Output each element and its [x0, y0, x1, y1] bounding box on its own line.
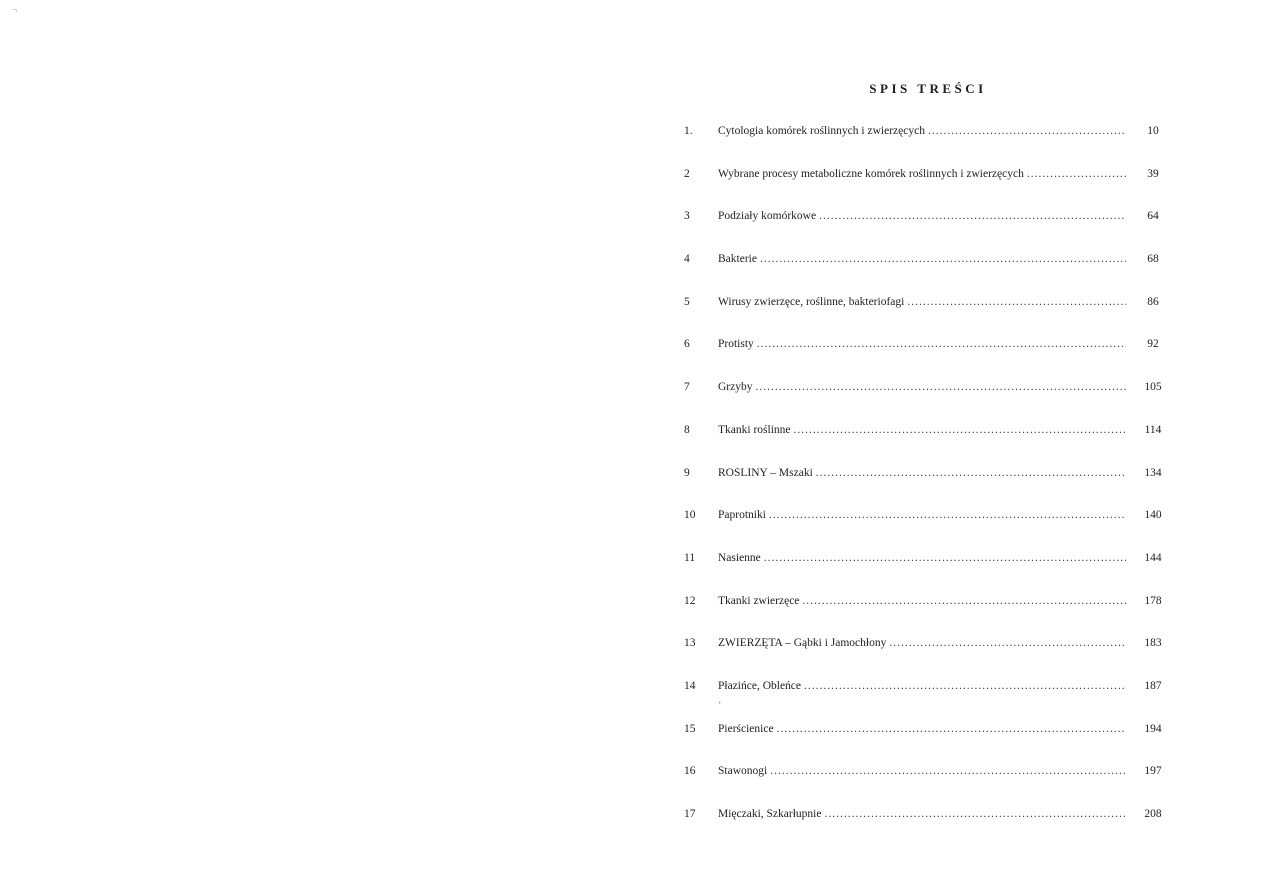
table-of-contents	[680, 0, 1180, 893]
toc-chapter-title: Wirusy zwierzęce, roślinne, bakteriofagi	[718, 295, 905, 308]
toc-row	[680, 296, 1180, 339]
toc-page-number: 134	[1144, 466, 1162, 479]
toc-page-number: 114	[1144, 423, 1162, 436]
toc-page-number: 194	[1144, 722, 1162, 735]
toc-chapter-number: 1.	[684, 125, 693, 137]
toc-chapter-title: Stawonogi	[718, 765, 768, 778]
toc-chapter-title: ROŚLINY – Mszaki	[718, 466, 813, 479]
toc-row	[680, 723, 1180, 766]
toc-dot-leader	[804, 680, 1126, 692]
toc-chapter-title: Tkanki roślinne	[718, 423, 791, 436]
toc-row	[680, 509, 1180, 552]
toc-chapter-title: Grzyby	[718, 381, 753, 394]
toc-chapter-title: Bakterie	[718, 253, 757, 266]
toc-entry	[718, 467, 1126, 479]
toc-entry	[718, 296, 1126, 308]
toc-chapter-title: Nasienne	[718, 551, 761, 564]
toc-page-number: 86	[1147, 295, 1159, 308]
toc-chapter-title: Wybrane procesy metaboliczne komórek roślinnych i zwierzęcych	[718, 167, 1024, 180]
toc-dot-leader	[770, 765, 1126, 777]
toc-row	[680, 467, 1180, 510]
toc-chapter-number: 15	[684, 722, 696, 735]
toc-dot-leader	[794, 424, 1127, 436]
toc-dot-leader	[907, 296, 1126, 308]
toc-entry	[718, 637, 1126, 649]
toc-chapter-title: Mięczaki, Szkarłupnie	[718, 808, 822, 820]
toc-dot-leader	[819, 210, 1126, 222]
toc-chapter-number: 14	[684, 679, 696, 692]
toc-row	[680, 765, 1180, 808]
toc-chapter-number: 7	[684, 381, 690, 394]
toc-dot-leader	[769, 509, 1126, 521]
toc-dot-leader	[760, 253, 1126, 265]
toc-row	[680, 637, 1180, 680]
corner-scan-mark: ¬	[12, 5, 18, 15]
toc-page-number: 178	[1144, 594, 1162, 607]
toc-entry	[718, 381, 1126, 393]
toc-chapter-title: Protisty	[718, 338, 754, 351]
toc-page-number: 68	[1147, 253, 1159, 266]
toc-entry	[718, 552, 1126, 564]
toc-entry	[718, 210, 1126, 222]
toc-chapter-title: ZWIERZĘTA – Gąbki i Jamochłony	[718, 637, 887, 650]
toc-page-number: 187	[1144, 679, 1162, 692]
toc-entry	[718, 509, 1126, 521]
toc-row	[680, 424, 1180, 467]
toc-page-number: 144	[1144, 551, 1162, 564]
toc-page-number: 105	[1144, 381, 1162, 394]
toc-chapter-number: 13	[684, 637, 696, 650]
toc-chapter-number: 10	[684, 509, 696, 522]
toc-chapter-number: 3	[684, 210, 690, 223]
toc-dot-leader	[757, 338, 1126, 350]
toc-chapter-number: 2	[684, 167, 690, 180]
toc-dot-leader	[816, 467, 1126, 479]
toc-title: SPIS TREŚCI	[869, 81, 987, 96]
toc-page-number: 140	[1144, 509, 1162, 522]
toc-entry	[718, 424, 1126, 436]
toc-dot-leader	[1027, 168, 1126, 180]
stray-mark: '	[719, 700, 721, 710]
toc-row	[680, 338, 1180, 381]
toc-dot-leader	[777, 723, 1126, 735]
toc-row	[680, 680, 1180, 723]
toc-row	[680, 381, 1180, 424]
toc-row	[680, 210, 1180, 253]
toc-chapter-number: 5	[684, 295, 690, 308]
toc-chapter-number: 12	[684, 594, 696, 607]
toc-list	[680, 125, 1180, 851]
toc-chapter-number: 9	[684, 466, 690, 479]
toc-row	[680, 808, 1180, 851]
toc-row	[680, 595, 1180, 638]
toc-chapter-title: Paprotniki	[718, 509, 766, 522]
toc-row	[680, 125, 1180, 168]
toc-chapter-number: 8	[684, 423, 690, 436]
toc-dot-leader	[889, 637, 1126, 649]
toc-entry	[718, 723, 1126, 735]
toc-page-number: 39	[1147, 167, 1159, 180]
toc-dot-leader	[802, 595, 1126, 607]
toc-row	[680, 168, 1180, 211]
toc-chapter-title: Płazińce, Obleńce	[718, 679, 802, 692]
toc-row	[680, 253, 1180, 296]
toc-dot-leader	[756, 381, 1127, 393]
toc-chapter-title: Pierścienice	[718, 722, 774, 735]
toc-chapter-number: 4	[684, 253, 690, 266]
toc-chapter-number: 11	[684, 551, 696, 564]
toc-dot-leader	[928, 125, 1126, 137]
toc-entry	[718, 125, 1126, 137]
toc-row	[680, 552, 1180, 595]
toc-entry	[718, 595, 1126, 607]
toc-entry	[718, 765, 1126, 777]
toc-entry	[718, 338, 1126, 350]
toc-page-number: 64	[1147, 210, 1159, 223]
toc-entry	[718, 808, 1126, 820]
toc-entry	[718, 680, 1126, 692]
toc-chapter-title: Tkanki zwierzęce	[718, 594, 800, 607]
toc-entry	[718, 253, 1126, 265]
toc-entry	[718, 168, 1126, 180]
toc-page-number: 183	[1144, 637, 1162, 650]
toc-chapter-title: Cytologia komórek roślinnych i zwierzęcych	[718, 125, 925, 137]
toc-chapter-number: 17	[684, 808, 696, 820]
toc-chapter-title: Podziały komórkowe	[718, 210, 817, 223]
toc-chapter-number: 6	[684, 338, 690, 351]
toc-dot-leader	[824, 808, 1126, 820]
toc-page-number: 197	[1144, 765, 1162, 778]
toc-page-number: 10	[1147, 125, 1159, 137]
toc-page-number: 208	[1144, 808, 1162, 820]
toc-chapter-number: 16	[684, 765, 696, 778]
toc-page-number: 92	[1147, 338, 1159, 351]
toc-dot-leader	[764, 552, 1126, 564]
